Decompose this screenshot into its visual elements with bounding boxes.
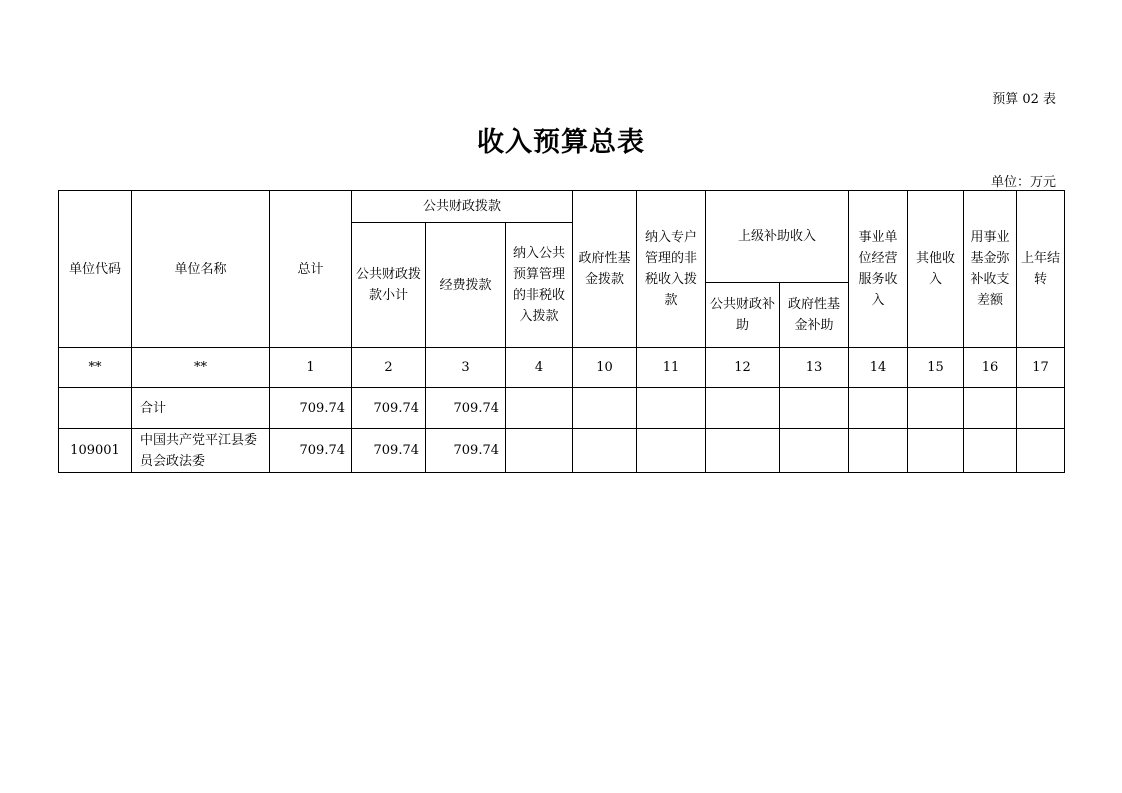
total-cell: 709.74	[270, 388, 352, 429]
page-title: 收入预算总表	[477, 127, 645, 158]
header-total: 总计	[270, 191, 352, 348]
header-superior-gov-fund: 政府性基金补助	[780, 283, 849, 348]
header-nontax-in-budget: 纳入公共预算管理的非税收入拨款	[506, 223, 573, 348]
header-funding-allocation: 经费拨款	[426, 223, 506, 348]
empty-cell	[849, 429, 908, 473]
empty-cell	[706, 388, 780, 429]
header-superior-subsidy-group: 上级补助收入	[706, 191, 849, 283]
header-nontax-special: 纳入专户管理的非税收入拨款	[637, 191, 706, 348]
index-cell: 1	[270, 348, 352, 388]
index-cell: 10	[573, 348, 637, 388]
empty-cell	[908, 388, 964, 429]
unit-code-cell: 109001	[59, 429, 132, 473]
empty-cell	[573, 388, 637, 429]
index-row	[59, 348, 1065, 388]
header-superior-public-finance: 公共财政补助	[706, 283, 780, 348]
empty-cell	[1017, 429, 1065, 473]
header-public-finance-subtotal: 公共财政拨款小计	[352, 223, 426, 348]
index-cell: 16	[964, 348, 1017, 388]
empty-cell	[506, 429, 573, 473]
public-finance-subtotal-cell: 709.74	[352, 388, 426, 429]
empty-cell	[506, 388, 573, 429]
header-unit-name: 单位名称	[132, 191, 270, 348]
funding-allocation-cell: 709.74	[426, 429, 506, 473]
index-cell: **	[59, 348, 132, 388]
index-cell: 14	[849, 348, 908, 388]
empty-cell	[1017, 388, 1065, 429]
empty-cell	[780, 429, 849, 473]
empty-cell	[573, 429, 637, 473]
unit-label: 单位：万元	[990, 175, 1056, 190]
header-unit-code: 单位代码	[59, 191, 132, 348]
header-gov-fund: 政府性基金拨款	[573, 191, 637, 348]
empty-cell	[637, 429, 706, 473]
form-number: 预算 02 表	[992, 92, 1056, 107]
public-finance-subtotal-cell: 709.74	[352, 429, 426, 473]
index-cell: **	[132, 348, 270, 388]
table-row	[59, 429, 1065, 473]
index-cell: 15	[908, 348, 964, 388]
empty-cell	[964, 429, 1017, 473]
header-fund-balance-make-up: 用事业基金弥补收支差额	[964, 191, 1017, 348]
table-row	[59, 388, 1065, 429]
empty-cell	[908, 429, 964, 473]
header-public-finance-group: 公共财政拨款	[352, 191, 573, 223]
funding-allocation-cell: 709.74	[426, 388, 506, 429]
unit-name-cell: 中国共产党平江县委员会政法委	[132, 429, 270, 473]
index-cell: 4	[506, 348, 573, 388]
empty-cell	[706, 429, 780, 473]
index-cell: 12	[706, 348, 780, 388]
header-business-service: 事业单位经营服务收入	[849, 191, 908, 348]
index-cell: 3	[426, 348, 506, 388]
index-cell: 13	[780, 348, 849, 388]
empty-cell	[849, 388, 908, 429]
total-cell: 709.74	[270, 429, 352, 473]
header-row-1	[59, 191, 1065, 223]
empty-cell	[780, 388, 849, 429]
index-cell: 11	[637, 348, 706, 388]
index-cell: 2	[352, 348, 426, 388]
header-other-income: 其他收入	[908, 191, 964, 348]
empty-cell	[964, 388, 1017, 429]
header-last-year-carryover: 上年结转	[1017, 191, 1065, 348]
income-budget-table	[58, 190, 1065, 473]
empty-cell	[637, 388, 706, 429]
unit-name-cell: 合计	[132, 388, 270, 429]
unit-code-cell	[59, 388, 132, 429]
index-cell: 17	[1017, 348, 1065, 388]
